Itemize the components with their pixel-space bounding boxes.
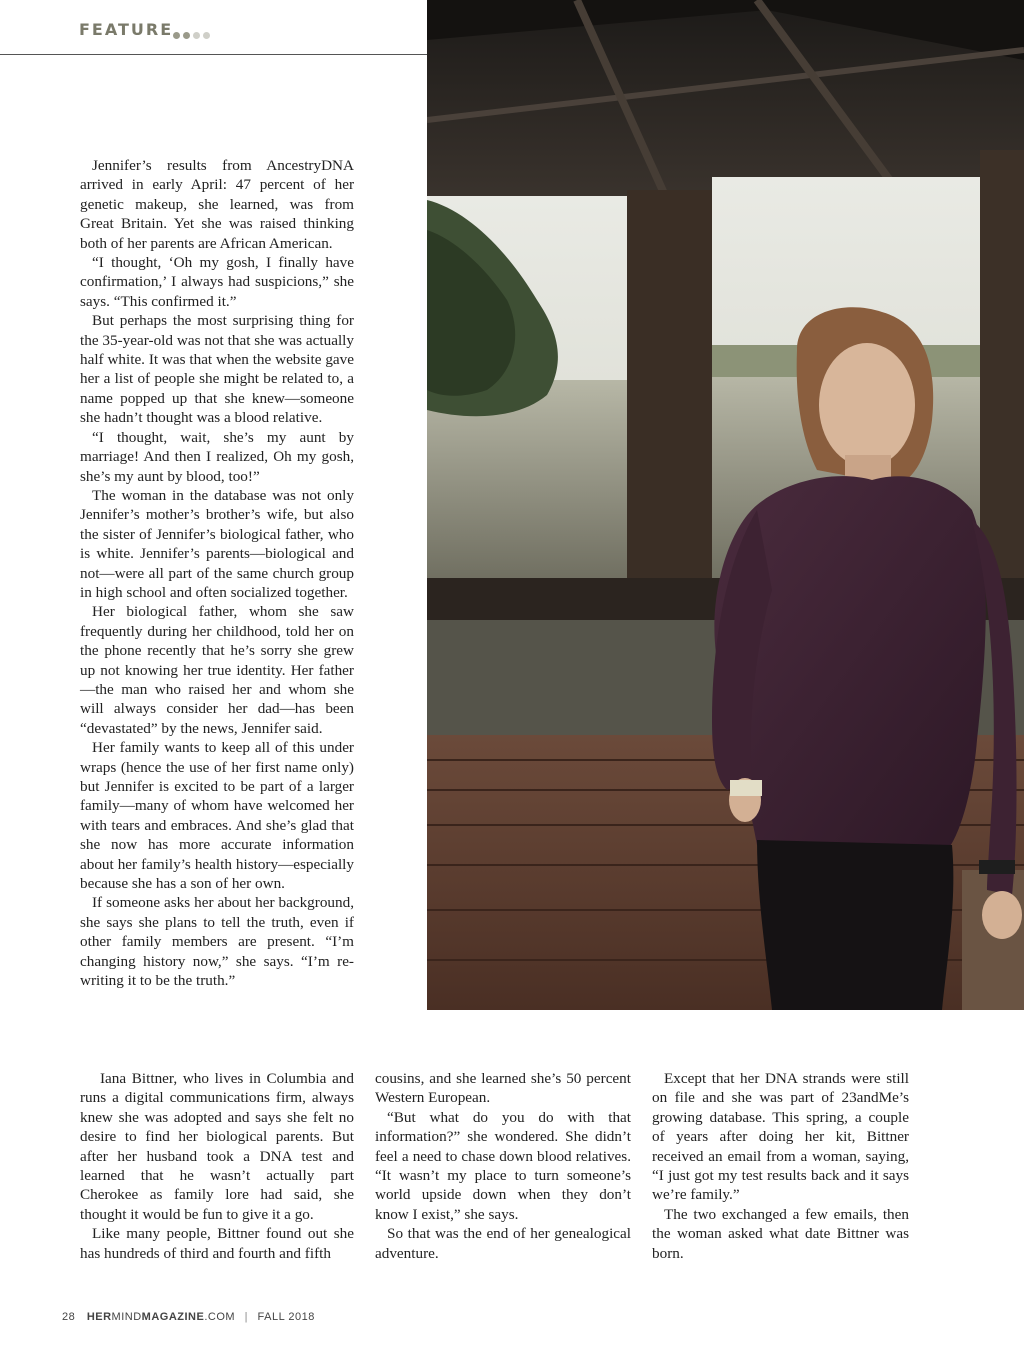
- section-dots-icon: [173, 26, 213, 34]
- paragraph: Except that her DNA strands were still on file and she was part of 23andMe’s growing database. This spring, a couple of years after doing her kit, Bittner received an email from a woman, saying, “I just got my test results back and it says we’re family.”: [652, 1070, 909, 1204]
- site-suffix: .COM: [204, 1311, 236, 1323]
- paragraph: The two exchanged a few emails, then the woman asked what date Bittner was born.: [652, 1205, 909, 1262]
- bottom-column-2: [375, 1069, 631, 1263]
- paragraph: Like many people, Bittner found out she has hundreds of third and fourth and fifth: [80, 1225, 354, 1262]
- site-middle: MIND: [111, 1311, 142, 1323]
- main-article-column: [80, 156, 354, 990]
- page-number: 28: [62, 1311, 76, 1323]
- bottom-column-1: [80, 1069, 354, 1263]
- site-prefix: HER: [86, 1311, 112, 1323]
- feature-photo: [427, 0, 1024, 1010]
- bottom-column-3: [652, 1069, 909, 1263]
- page-footer: [62, 1311, 315, 1323]
- paragraph: cousins, and she learned she’s 50 percent Western European.: [375, 1070, 631, 1107]
- paragraph: “But what do you do with that information?” she wondered. She didn’t feel a need to chase down blood relatives. “It wasn’t my place to turn someone’s world upside down when they don’t know I exist,” she says.: [375, 1108, 631, 1223]
- photo-illustration: [427, 0, 1024, 1010]
- dot-icon: [183, 32, 190, 39]
- page-header: [0, 0, 427, 55]
- paragraph: “I thought, ‘Oh my gosh, I finally have confirmation,’ I always had suspicions,” she says. “This confirmed it.”: [80, 254, 354, 310]
- dot-icon: [173, 32, 180, 39]
- paragraph: “I thought, wait, she’s my aunt by marriage! And then I realized, Oh my gosh, she’s my aunt by blood, too!”: [80, 428, 354, 485]
- paragraph: If someone asks her about her background, she says she plans to tell the truth, even if other family members are present. “I’m changing history now,” she says. “I’m re-writing it to be the truth.”: [80, 894, 354, 990]
- paragraph: Jennifer’s results from AncestryDNA arrived in early April: 47 percent of her genetic makeup, she learned, was from Great Britain. Yet she was raised thinking both of her parents are African American.: [80, 157, 354, 252]
- paragraph: So that was the end of her genealogical adventure.: [375, 1225, 631, 1262]
- paragraph: Her family wants to keep all of this under wraps (hence the use of her first name only) but Jennifer is excited to be part of a larger family—many of whom have welcomed her with tears and embraces. And she’s glad that she now has more accurate information about her family’s health history—especially because she has a son of her own.: [80, 739, 354, 893]
- section-label: FEATURE: [79, 20, 174, 39]
- issue-label: FALL 2018: [257, 1311, 315, 1323]
- site-brand: MAGAZINE: [141, 1311, 205, 1323]
- paragraph: But perhaps the most surprising thing for the 35-year-old was not that she was actually half white. It was that when the website gave her a list of people she might be related to, a name popped up that she knew—someone she hadn’t thought was a blood relative.: [80, 312, 354, 427]
- paragraph: The woman in the database was not only Jennifer’s mother’s brother’s wife, but also the sister of Jennifer’s biological father, who is white. Jennifer’s parents—biological and not—were all part of the same church group in high school and often socialized together.: [80, 486, 354, 601]
- paragraph: Her biological father, whom she saw frequently during her childhood, told her on the phone recently that he’s sorry she grew up not knowing her true identity. Her father—the man who raised her and whom she will always consider her dad—has been “devastated” by the news, Jennifer said.: [80, 603, 354, 737]
- paragraph: Iana Bittner, who lives in Columbia and runs a digital communications firm, always knew she was adopted and says she felt no desire to find her biological parents. But after her husband took a DNA test and learned that he wasn’t actually part Cherokee as family lore had said, she thought it would be fun to give it a go.: [80, 1070, 354, 1223]
- dot-icon: [203, 32, 210, 39]
- dot-icon: [193, 32, 200, 39]
- footer-separator: |: [244, 1311, 248, 1323]
